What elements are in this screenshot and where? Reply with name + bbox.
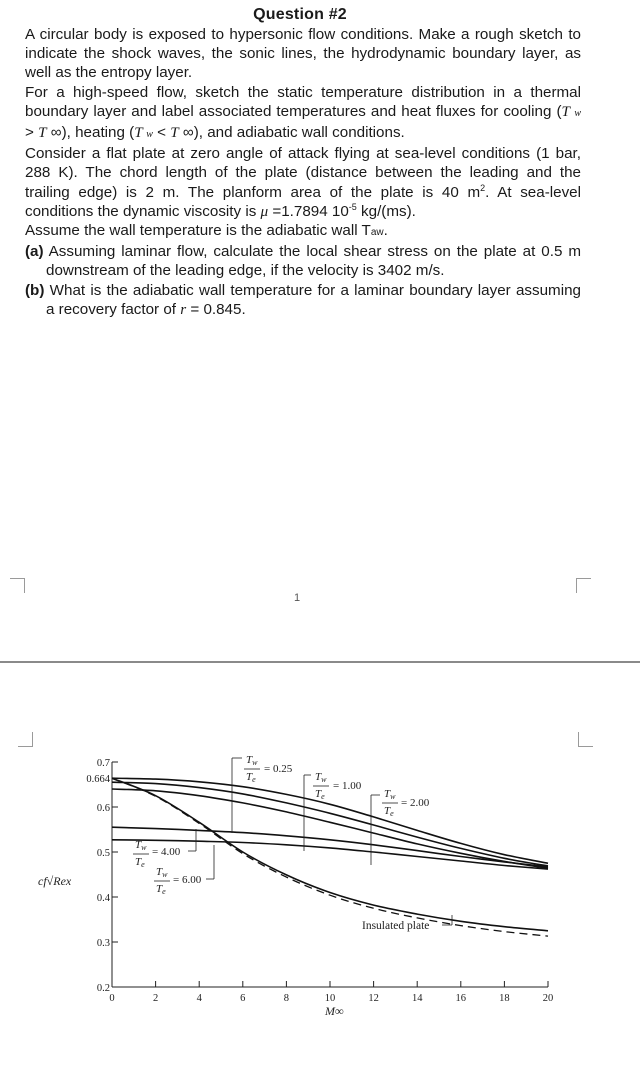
item-a: (a) Assuming laminar flow, calculate the local shear stress on the plate at 0.5 m downstream of the leading edge, if the velocity is 3402 m/s.: [25, 243, 581, 280]
question-body: [25, 25, 581, 319]
svg-text:Tw: Tw: [156, 866, 168, 879]
x-tick-label: 12: [368, 993, 379, 1004]
y-tick-label: 0.2: [96, 983, 110, 994]
y-axis-label: cf√Rex: [38, 874, 72, 888]
svg-text:Te: Te: [246, 771, 256, 784]
svg-text:Tw: Tw: [315, 771, 327, 784]
insulated-plate-text: Insulated plate: [362, 920, 430, 932]
x-tick-label: 2: [152, 993, 159, 1004]
item-b: (b) What is the adiabatic wall temperature for a laminar boundary layer assuming a recovery factor of r = 0.845.: [25, 281, 581, 318]
x-tick-label: 20: [542, 993, 554, 1004]
x-tick-label: 8: [283, 993, 290, 1004]
svg-text:Tw: Tw: [384, 788, 396, 801]
paragraph-thermal-layer: For a high-speed flow, sketch the static temperature distribution in a thermal boundary layer and label associated temperatures and heat fluxes for cooling (T w > T ∞), heating (T w < T ∞), and adiabatic wall conditions.: [25, 83, 581, 142]
y-tick-label: 0.664: [86, 774, 110, 786]
page-number: 1: [294, 592, 301, 604]
skin-friction-chart: [0, 663, 640, 1061]
text-segment: ), heating (: [61, 124, 135, 142]
y-tick-label: 0.3: [96, 938, 110, 949]
y-tick-label: 0.4: [96, 893, 110, 904]
x-tick-label: 6: [240, 993, 246, 1004]
svg-text:Tw: Tw: [135, 839, 147, 852]
label-400-value: = 4.00: [152, 846, 181, 858]
paragraph-circular-body: A circular body is exposed to hypersonic flow conditions. Make a rough sketch to indicate the shock waves, the sonic lines, the hydrodynamic boundary layer, as well as the entropy layer.: [25, 26, 581, 82]
label-ratio-400: [133, 829, 196, 869]
skin-friction-figure: [0, 663, 640, 1061]
x-tick-label: 4: [196, 993, 202, 1004]
text-segment: ), and adiabatic wall conditions.: [193, 124, 405, 142]
cooling-expression: T w: [561, 102, 581, 120]
x-tick-label: 0: [109, 993, 115, 1004]
label-600-value: = 6.00: [173, 874, 202, 886]
svg-text:Te: Te: [135, 856, 145, 869]
paragraph-flat-plate: Consider a flat plate at zero angle of attack flying at sea-level conditions (1 bar, 288 K). The chord length of the plate (distance between the leading and the trailing edge) is 2 m. The planform area of the plate is 40 $m^2$. At sea-level conditions the dynamic viscosity is μ =1.7894 $10^{-5}$ kg/(ms).: [25, 145, 581, 220]
x-tick-label: 18: [499, 993, 510, 1004]
question-title: Question #2: [253, 6, 347, 23]
x-tick-label: 10: [324, 993, 336, 1004]
y-tick-label: 0.7: [96, 758, 110, 769]
y-tick-label: 0.6: [96, 803, 110, 814]
y-tick-label: 0.5: [96, 848, 110, 859]
crop-mark-top-right: [576, 578, 591, 593]
svg-text:Te: Te: [384, 805, 394, 818]
crop-mark-top-left: [10, 578, 25, 593]
svg-text:Te: Te: [315, 788, 325, 801]
svg-text:Tw: Tw: [246, 754, 258, 767]
label-100-value: = 1.00: [333, 780, 362, 792]
svg-text:Te: Te: [156, 883, 166, 896]
label-025-value: = 0.25: [264, 763, 293, 775]
paragraph-wall-temperature: Assume the wall temperature is the adiabatic wall Taw.: [25, 222, 388, 240]
x-axis-label: M∞: [325, 1004, 344, 1018]
text-segment: For a high-speed flow, sketch the static temperature distribution in a thermal boundary layer and label associated temperatures and heat fluxes for cooling (: [25, 83, 581, 120]
label-200-value: = 2.00: [401, 797, 430, 809]
x-tick-label: 14: [411, 993, 423, 1004]
heating-expression: T w: [134, 124, 153, 142]
x-tick-label: 16: [455, 993, 467, 1004]
